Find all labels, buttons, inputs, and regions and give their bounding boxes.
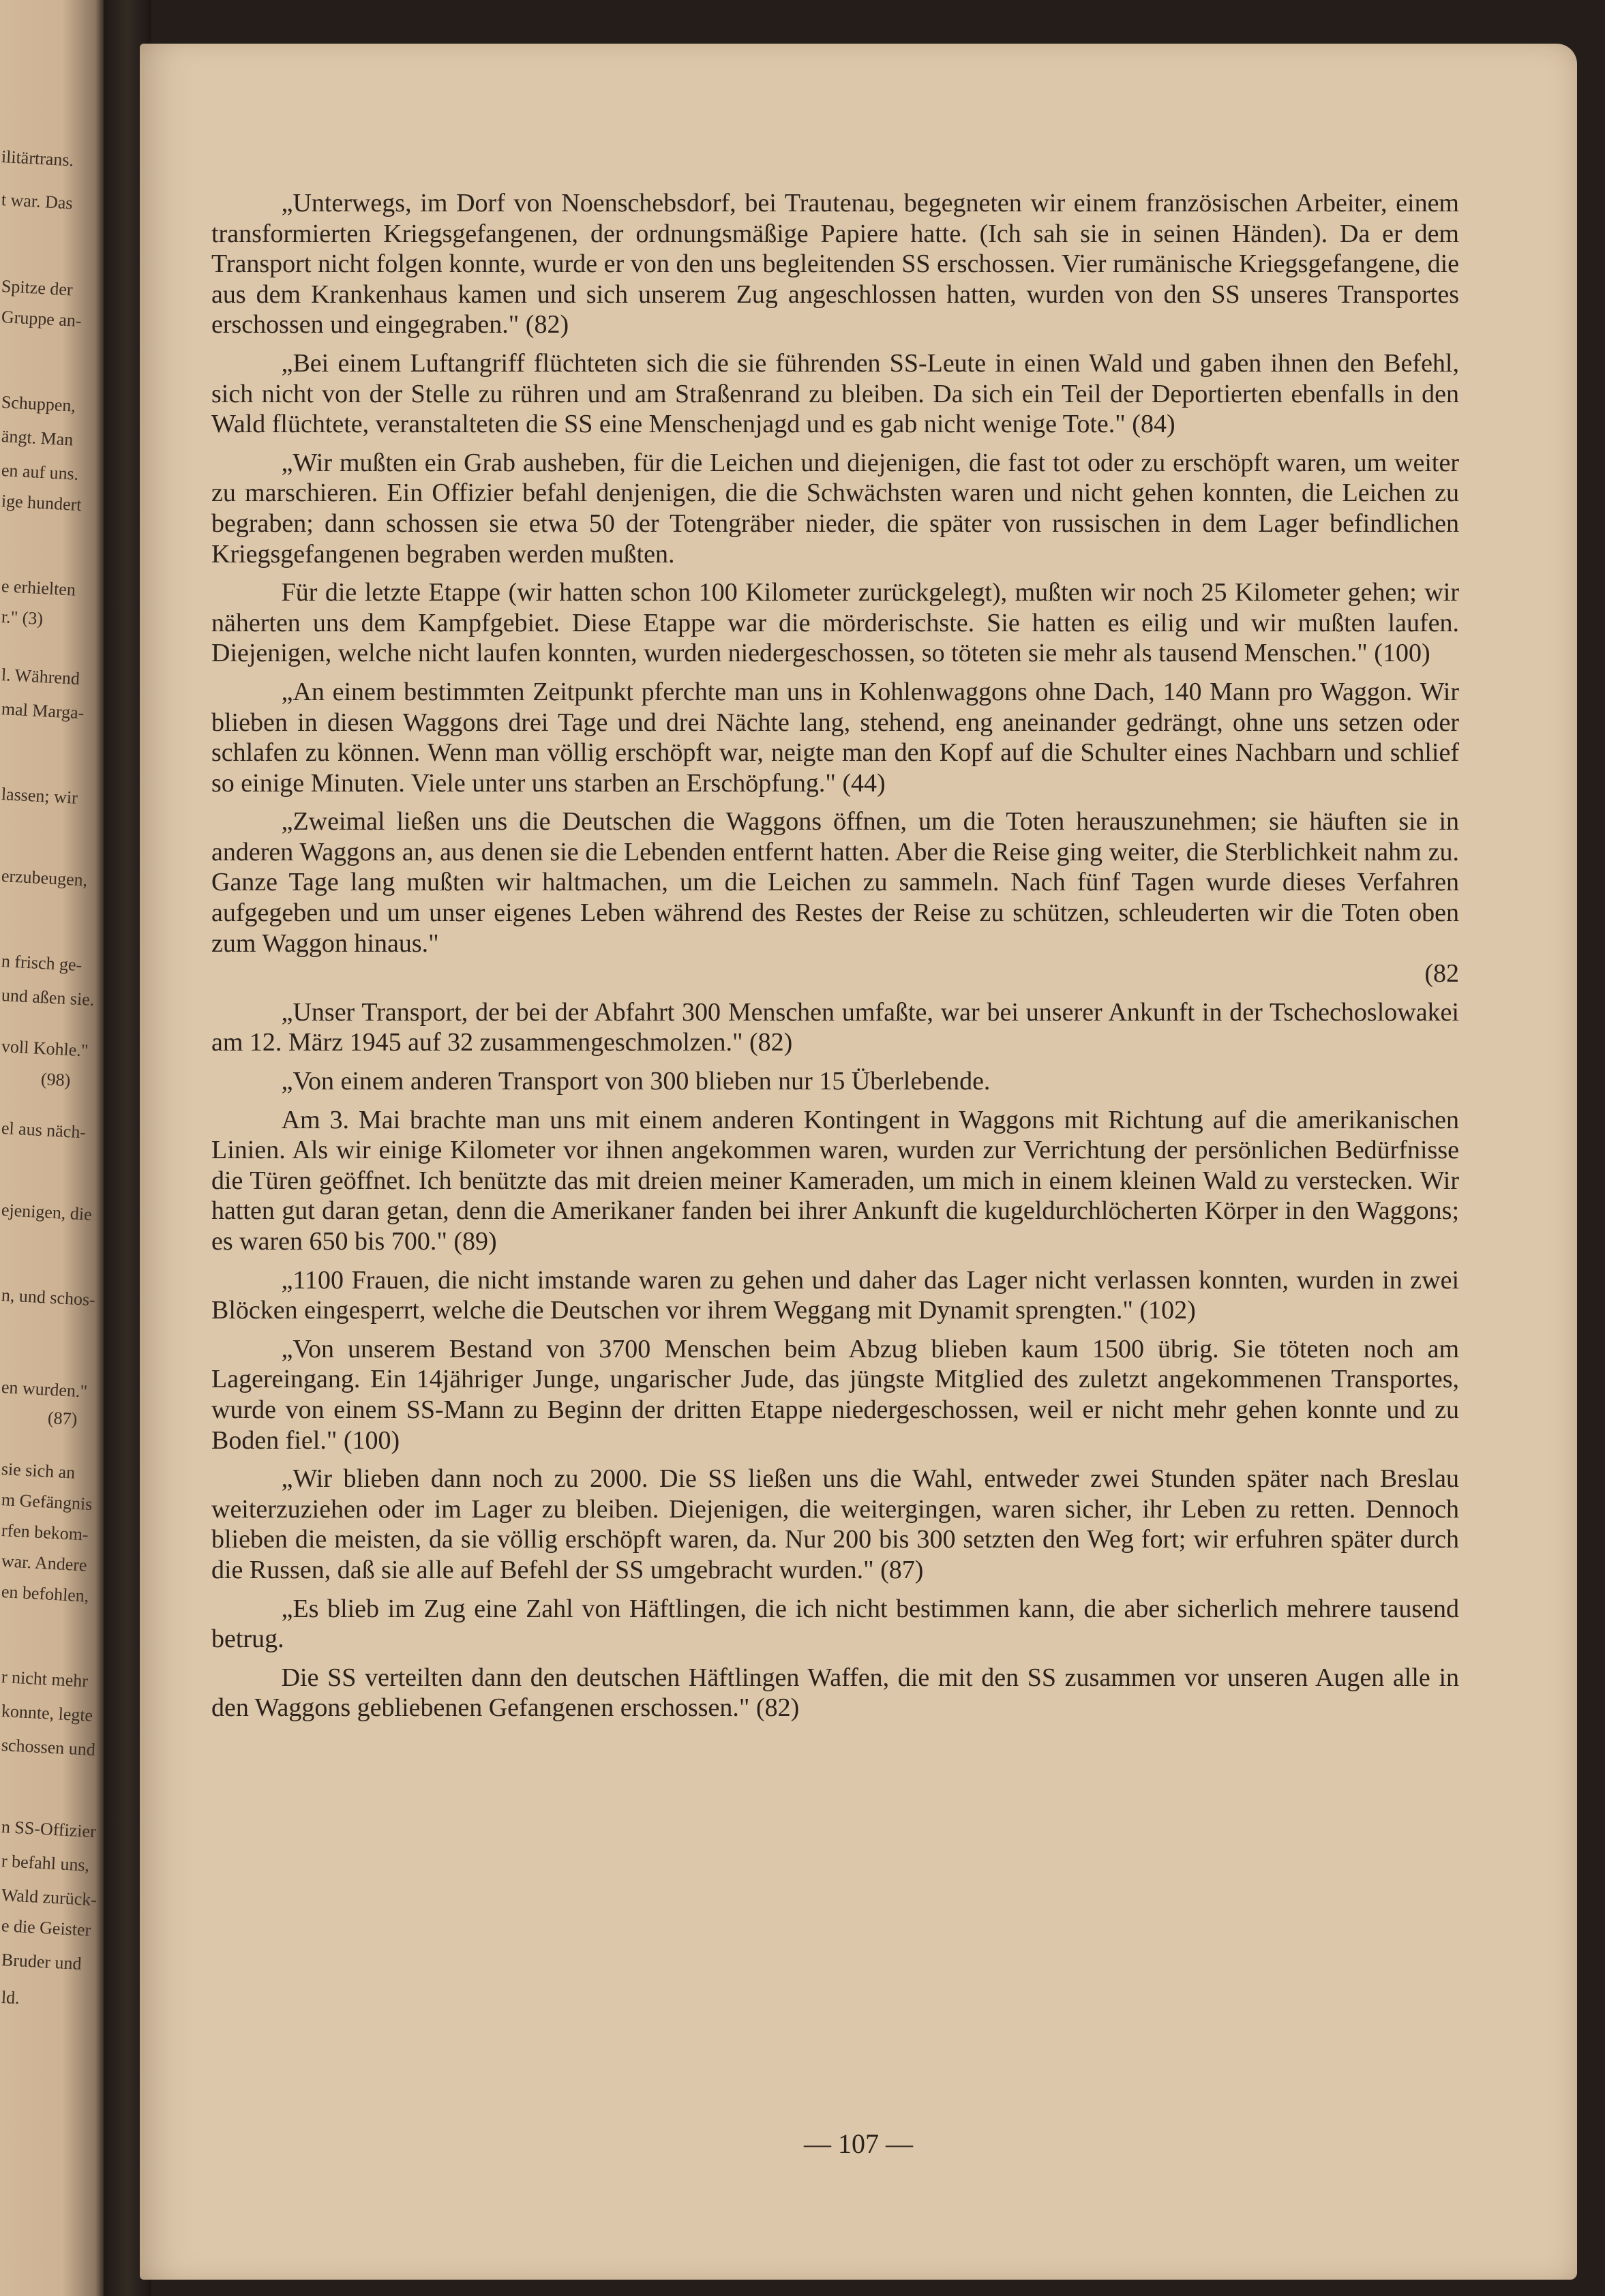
facing-page-fragment: (87) [47, 1408, 78, 1430]
paragraph: „Wir mußten ein Grab ausheben, für die Leichen und diejenigen, die fast tot oder zu erschöpft waren, um weiter zu marschieren. Ein Offizier befahl denjenigen, die die Schwächsten waren und nicht gehen konnten, die Leichen zu begraben; dann schossen sie etwa 50 der Totengräber nieder, die später von russischen in dem Lager befindlichen Kriegsgefangenen begraben werden mußten. [211, 448, 1459, 569]
facing-page-fragment: Wald zurück- [1, 1885, 97, 1910]
facing-page-fragment: ängt. Man [1, 426, 74, 450]
facing-page-fragment: r." (3) [1, 607, 44, 629]
facing-page-fragment: rfen bekom- [1, 1520, 89, 1545]
facing-page-fragment: (98) [40, 1069, 72, 1091]
facing-page-fragment: Schuppen, [1, 392, 76, 416]
facing-page-fragment: lassen; wir [1, 784, 78, 808]
facing-page-fragment: en wurden." [1, 1377, 88, 1402]
facing-page-fragment: konnte, legte [1, 1701, 93, 1726]
paragraph: „Von einem anderen Transport von 300 blieben nur 15 Überlebende. [281, 1067, 991, 1096]
paragraph: „Von unserem Bestand von 3700 Menschen beim Abzug blieben kaum 1500 übrig. Sie töteten noch am Lagereingang. Ein 14jähriger Junge, ungarischer Jude, das jüngste Mitglied des zuletzt angekommenen Transportes, wurde von einem SS-Mann zu Beginn der dritten Etappe niedergeschossen, weil er nicht mehr gehen konnte und zu Boden fiel." (100) [211, 1334, 1459, 1455]
facing-page-fragment: ige hundert [1, 491, 82, 515]
paragraph: „Zweimal ließen uns die Deutschen die Waggons öffnen, um die Toten herauszunehmen; sie häuften sie in anderen Waggons an, aus denen sie die Lebenden entfernt hatten. Aber die Reise ging weiter, die Sterblichkeit nahm zu. Ganze Tage lang mußten wir haltmachen, um die Leichen zu sammeln. Nach fünf Tagen wurde dieses Verfahren aufgegeben und um unser eigenes Leben während des Restes der Reise zu schützen, schleuderten wir die Toten oben zum Waggon hinaus." [211, 807, 1459, 958]
paragraph: „Wir blieben dann noch zu 2000. Die SS ließen uns die Wahl, entweder zwei Stunden später nach Breslau weiterzuziehen oder im Lager zu bleiben. Diejenigen, die weitergingen, waren sicher, ihr Leben zu retten. Dennoch blieben die meisten, da sie völlig erschöpft waren, da. Nur 200 bis 300 setzten den Weg fort; wir erfuhren später durch die Russen, daß sie alle auf Befehl der SS umgebracht wurden." (87) [211, 1464, 1459, 1584]
paragraph: „Es blieb im Zug eine Zahl von Häftlingen, die ich nicht bestimmen kann, die aber sicherlich mehrere tausend betrug. [211, 1594, 1459, 1654]
paragraph: Am 3. Mai brachte man uns mit einem anderen Kontingent in Waggons mit Richtung auf die amerikanischen Linien. Als wir einige Kilometer vor ihnen angekommen waren, wurden zur Verrichtung der persönlichen Bedürfnisse die Türen geöffnet. Ich benützte das mit dreien meiner Kameraden, um mich in einem kleinen Wald zu verstecken. Wir hatten gut daran getan, denn die Amerikaner fanden bei ihrer Ankunft die kugeldurchlöcherten Körper in den Waggons; es waren 650 bis 700." (89) [211, 1105, 1459, 1256]
facing-page-fragment: ejenigen, die [1, 1200, 93, 1224]
paragraph: „Unser Transport, der bei der Abfahrt 300 Menschen umfaßte, war bei unserer Ankunft in der Tschechoslowakei am 12. März 1945 auf 32 zusammengeschmolzen." (82) [211, 997, 1459, 1057]
facing-page-fragment: r nicht mehr [1, 1667, 89, 1691]
facing-page-fragment: voll Kohle." [1, 1036, 89, 1061]
facing-page-fragment: en auf uns. [1, 460, 79, 484]
facing-page-fragment: m Gefängnis [1, 1490, 93, 1514]
facing-page-fragment: ld. [1, 1987, 20, 2008]
facing-page-fragment: el aus näch- [1, 1118, 87, 1143]
facing-page-edge [0, 0, 104, 2296]
facing-page-fragment: e erhielten [1, 576, 76, 600]
facing-page-fragment: ilitärtrans. [1, 147, 74, 170]
facing-page-fragment: en befohlen, [1, 1582, 90, 1606]
source-reference: (82 [1424, 959, 1459, 988]
paragraph: Die SS verteilten dann den deutschen Häftlingen Waffen, die mit den SS zusammen vor unseren Augen alle in den Waggons gebliebenen Gefangenen erschossen." (82) [211, 1663, 1459, 1723]
paragraph: „An einem bestimmten Zeitpunkt pferchte man uns in Kohlenwaggons ohne Dach, 140 Mann pro Waggon. Wir blieben in diesen Waggons drei Tage und drei Nächte lang, stehend, eng aneinander gedrängt, ohne uns setzen oder schlafen zu können. Wenn man völlig erschöpft war, neigte man den Kopf auf die Schulter eines Nachbarn und schlief so einige Minuten. Viele unter uns starben an Erschöpfung." (44) [211, 677, 1459, 798]
paragraph: „Bei einem Luftangriff flüchteten sich die sie führenden SS-Leute in einen Wald und gaben ihnen den Befehl, sich nicht von der Stelle zu rühren und am Straßenrand zu bleiben. Da sich ein Teil der Deportierten ebenfalls in den Wald flüchtete, veranstalteten die SS eine Menschenjagd und es gab nicht wenige Tote." (84) [211, 348, 1459, 439]
facing-page-fragment: Bruder und [1, 1950, 82, 1974]
facing-page-fragment: erzubeugen, [1, 866, 88, 890]
facing-page-fragment: t war. Das [1, 190, 74, 213]
facing-page-fragment: und aßen sie. [1, 985, 95, 1010]
page-number: — 107 — [804, 2128, 913, 2159]
paragraph: „1100 Frauen, die nicht imstande waren zu gehen und daher das Lager nicht verlassen konnten, wurden in zwei Blöcken eingesperrt, welche die Deutschen vor ihrem Weggang mit Dynamit sprengten." (102) [211, 1265, 1459, 1325]
paragraph: Für die letzte Etappe (wir hatten schon 100 Kilometer zurückgelegt), mußten wir noch 25 Kilometer gehen; wir näherten uns dem Kampfgebiet. Diese Etappe war die mörderischste. Sie hatten es eilig und wir mußten laufen. Diejenigen, welche nicht laufen konnten, wurden niedergeschossen, so töteten sie mehr als tausend Menschen." (100) [211, 578, 1459, 668]
facing-page-fragment: war. Andere [1, 1551, 88, 1575]
facing-page-fragment: schossen und [1, 1735, 96, 1760]
facing-page-fragment: e die Geister [1, 1916, 91, 1940]
facing-page-fragment: Spitze der [1, 276, 74, 300]
facing-page-fragment: r befahl uns, [1, 1851, 90, 1875]
facing-page-fragment: n SS-Offizier [1, 1817, 97, 1842]
page-body [211, 188, 1459, 1732]
facing-page-fragment: sie sich an [1, 1459, 76, 1483]
facing-page-fragment: l. Während [1, 665, 80, 689]
facing-page-fragment: n frisch ge- [1, 951, 83, 976]
paragraph: „Unterwegs, im Dorf von Noenschebsdorf, bei Trautenau, begegneten wir einem französischen Arbeiter, einem transformierten Kriegsgefangenen, der ordnungsmäßige Papiere hatte. (Ich sah sie in seinen Händen). Da er dem Transport nicht folgen konnte, wurde er von den uns begleitenden SS erschossen. Vier rumänische Kriegsgefangene, die aus dem Krankenhaus kamen und sich unserem Zug angeschlossen hatten, wurden von den SS unseres Transportes erschossen und eingegraben." (82) [211, 189, 1459, 339]
book-page [140, 44, 1577, 2280]
facing-page-fragment: n, und schos- [1, 1285, 96, 1310]
facing-page-fragment: mal Marga- [1, 699, 85, 723]
facing-page-fragment: Gruppe an- [1, 307, 82, 331]
